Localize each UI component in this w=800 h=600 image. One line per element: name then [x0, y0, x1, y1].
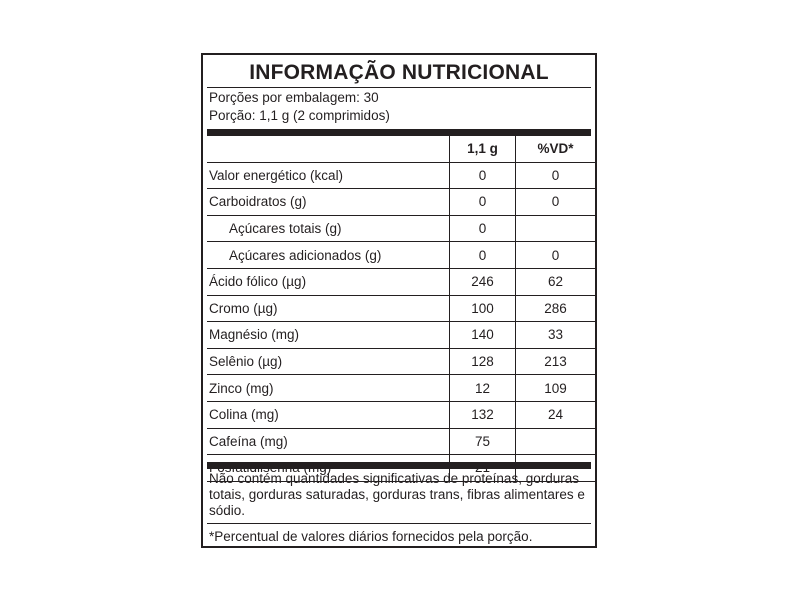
nutrient-name: Selênio (µg): [207, 348, 450, 375]
table-row: [207, 322, 595, 349]
nutrient-name: Magnésio (mg): [207, 322, 450, 349]
header-daily-value: %VD*: [516, 136, 596, 162]
nutrient-amount: 75: [450, 428, 516, 455]
nutrient-name: Valor energético (kcal): [207, 162, 450, 189]
nutrient-dv: 109: [516, 375, 596, 402]
table-header-row: [207, 136, 595, 162]
header-nutrient: [207, 136, 450, 162]
nutrient-dv: [516, 428, 596, 455]
nutrient-name: Açúcares totais (g): [207, 215, 450, 242]
nutrient-name: Ácido fólico (µg): [207, 268, 450, 295]
nutrient-amount: 140: [450, 322, 516, 349]
nutrient-dv: 213: [516, 348, 596, 375]
footnote: *Percentual de valores diários fornecidos pela porção.: [209, 529, 533, 544]
nutrient-dv: 33: [516, 322, 596, 349]
table-row: [207, 268, 595, 295]
nutrient-amount: 0: [450, 215, 516, 242]
table-row: [207, 375, 595, 402]
nutrient-amount: 12: [450, 375, 516, 402]
table-row: [207, 428, 595, 455]
thick-divider-top: [207, 129, 591, 136]
nutrient-amount: 128: [450, 348, 516, 375]
nutrient-dv: 0: [516, 242, 596, 269]
nutrient-name: Zinco (mg): [207, 375, 450, 402]
note-divider: [207, 523, 591, 524]
nutrient-name: Açúcares adicionados (g): [207, 242, 450, 269]
nutrient-dv: 0: [516, 189, 596, 216]
serving-size: Porção: 1,1 g (2 comprimidos): [209, 108, 390, 123]
servings-per-package: Porções por embalagem: 30: [209, 90, 379, 105]
nutrient-amount: 0: [450, 162, 516, 189]
nutrient-amount: 0: [450, 242, 516, 269]
nutrient-amount: 246: [450, 268, 516, 295]
nutrient-amount: 132: [450, 401, 516, 428]
label-title: INFORMAÇÃO NUTRICIONAL: [249, 61, 549, 84]
nutrient-amount: 0: [450, 189, 516, 216]
nutrient-amount: 100: [450, 295, 516, 322]
nutrition-facts-label: [201, 53, 597, 548]
table-row: [207, 348, 595, 375]
table-row: [207, 242, 595, 269]
nutrient-dv: [516, 215, 596, 242]
nutrient-name: Carboidratos (g): [207, 189, 450, 216]
table-row: [207, 215, 595, 242]
table-row: [207, 295, 595, 322]
nutrient-name: Colina (mg): [207, 401, 450, 428]
table-row: [207, 162, 595, 189]
nutrient-dv: 0: [516, 162, 596, 189]
nutrient-dv: 62: [516, 268, 596, 295]
thick-divider-bottom: [207, 462, 591, 469]
header-amount: 1,1 g: [450, 136, 516, 162]
title-divider: [207, 87, 591, 88]
nutrient-dv: 286: [516, 295, 596, 322]
nutrient-note: Não contém quantidades significativas de proteínas, gorduras totais, gorduras saturadas, gorduras trans, fibras alimentares e sódio.: [209, 471, 585, 518]
table-row: [207, 401, 595, 428]
nutrient-name: Cromo (µg): [207, 295, 450, 322]
table-row: [207, 189, 595, 216]
nutrient-name: Cafeína (mg): [207, 428, 450, 455]
nutrient-dv: 24: [516, 401, 596, 428]
nutrition-table: [207, 136, 595, 482]
